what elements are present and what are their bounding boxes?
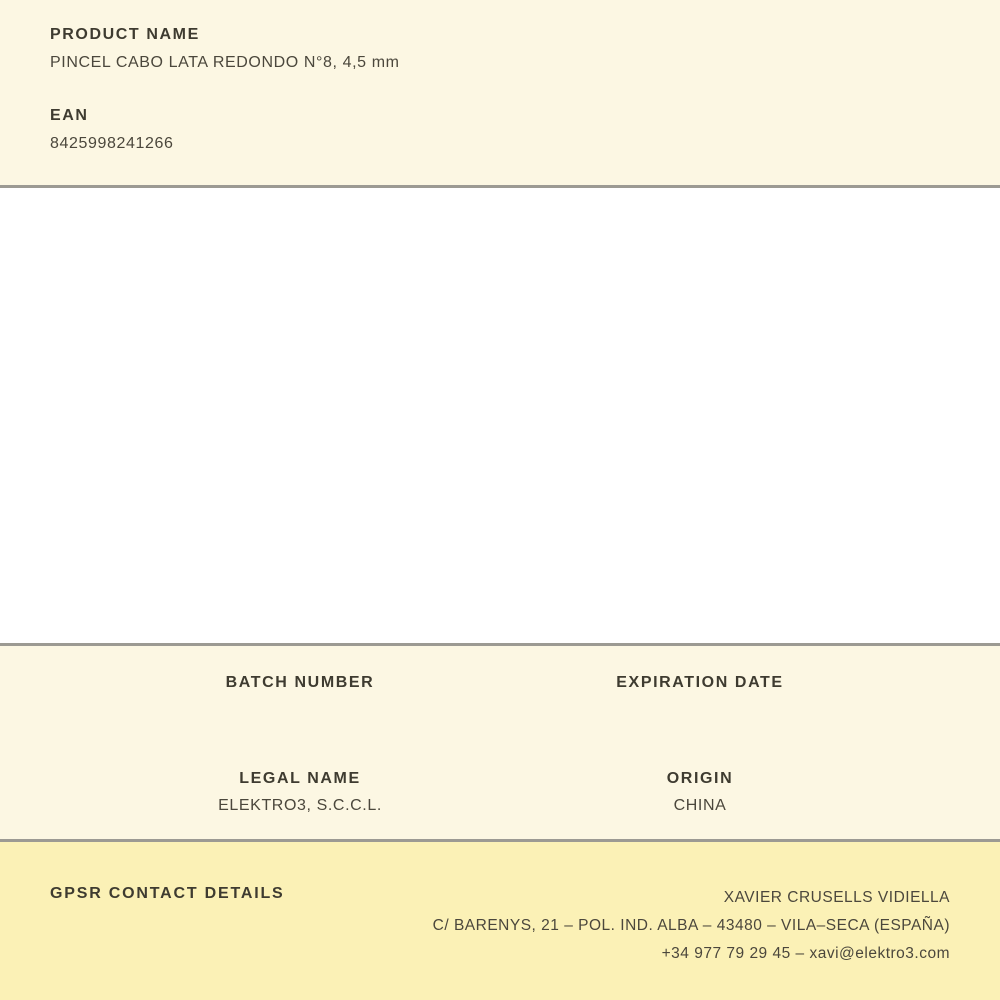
expiration-date-column <box>500 674 900 720</box>
empty-content-area <box>0 188 1000 643</box>
details-row-batch-expiration <box>100 674 900 720</box>
ean-label: EAN <box>50 107 89 124</box>
product-name-label: PRODUCT NAME <box>50 26 200 43</box>
contact-phone-email: +34 977 79 29 45 – xavi@elektro3.com <box>661 945 950 962</box>
contact-person-name: XAVIER CRUSELLS VIDIELLA <box>723 889 950 906</box>
legal-name-label: LEGAL NAME <box>239 770 361 787</box>
expiration-date-label: EXPIRATION DATE <box>616 674 784 691</box>
ean-value: 8425998241266 <box>50 135 174 152</box>
batch-number-column <box>100 674 500 720</box>
gpsr-contact-label: GPSR CONTACT DETAILS <box>50 885 285 902</box>
batch-details-section <box>0 643 1000 842</box>
contact-details-block <box>325 884 950 968</box>
legal-name-value: ELEKTRO3, S.C.C.L. <box>218 797 382 814</box>
product-name-value: PINCEL CABO LATA REDONDO N°8, 4,5 mm <box>50 54 400 71</box>
product-info-section <box>0 0 1000 188</box>
batch-number-label: BATCH NUMBER <box>225 674 375 691</box>
origin-label: ORIGIN <box>666 770 734 787</box>
expiration-date-value <box>500 701 900 720</box>
contact-address: C/ BARENYS, 21 – POL. IND. ALBA – 43480 – VILA–SECA (ESPAÑA) <box>432 917 950 934</box>
gpsr-contact-section <box>0 842 1000 1000</box>
legal-name-column <box>100 770 500 816</box>
ean-block <box>50 107 950 153</box>
details-row-legal-origin <box>100 770 900 816</box>
origin-value: CHINA <box>673 797 727 814</box>
origin-column <box>500 770 900 816</box>
batch-number-value <box>100 701 500 720</box>
